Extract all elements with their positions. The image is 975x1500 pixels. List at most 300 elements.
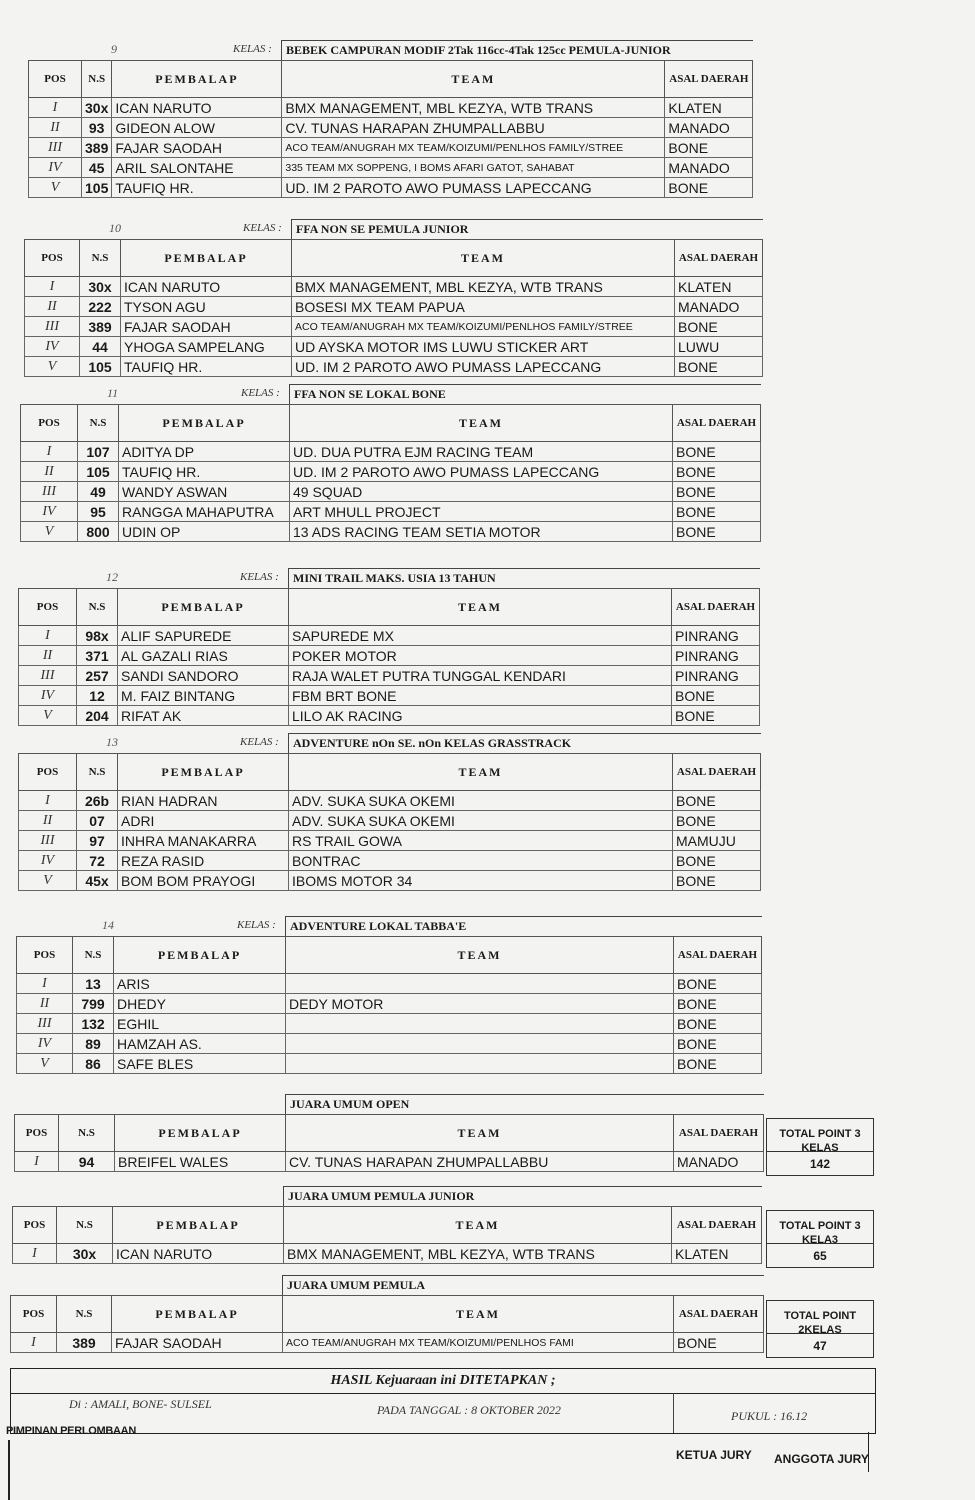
position-cell: II: [29, 118, 82, 138]
start-number-cell: 95: [78, 502, 119, 522]
class-number: 9: [111, 42, 117, 56]
team-cell: 335 TEAM MX SOPPENG, I BOMS AFARI GATOT, SAHABAT: [282, 158, 665, 178]
total-point-value: 142: [766, 1152, 874, 1176]
champion-heading: [10, 1275, 764, 1295]
start-number-cell: 07: [77, 811, 118, 831]
table-row: [21, 482, 761, 502]
kelas-label: KELAS :: [233, 43, 272, 55]
position-cell: I: [19, 791, 77, 811]
rider-name-cell: BOM BOM PRAYOGI: [118, 871, 289, 891]
header-row: [29, 61, 753, 98]
start-number-cell: 98x: [77, 626, 118, 646]
column-header-team: TEAM: [286, 937, 674, 974]
rider-name-cell: EGHIL: [114, 1014, 286, 1034]
kelas-label: KELAS :: [237, 919, 276, 931]
table-row: [29, 138, 753, 158]
rider-name-cell: BREIFEL WALES: [115, 1152, 286, 1172]
start-number-cell: 105: [80, 357, 121, 377]
class-number: 12: [106, 570, 118, 584]
champion-title: JUARA UMUM PEMULA: [282, 1275, 764, 1295]
column-header-asal-daerah: ASAL DAERAH: [673, 405, 761, 442]
team-cell: ART MHULL PROJECT: [290, 502, 673, 522]
team-cell: [286, 1014, 674, 1034]
class-name: FFA NON SE LOKAL BONE: [289, 384, 761, 404]
header-row: [19, 589, 760, 626]
class-result-section: [20, 384, 761, 542]
team-cell: ACO TEAM/ANUGRAH MX TEAM/KOIZUMI/PENLHOS FAMILY/STREE: [292, 317, 675, 337]
rider-name-cell: REZA RASID: [118, 851, 289, 871]
team-cell: SAPUREDE MX: [289, 626, 672, 646]
divider: [8, 1440, 10, 1500]
table-row: [21, 462, 761, 482]
results-table: [20, 404, 761, 542]
column-header-pembalap: PEMBALAP: [113, 1207, 284, 1244]
total-point-label: TOTAL POINT 2KELAS: [766, 1300, 874, 1334]
team-cell: ADV. SUKA SUKA OKEMI: [289, 811, 673, 831]
team-cell: RS TRAIL GOWA: [289, 831, 673, 851]
start-number-cell: 30x: [80, 277, 121, 297]
class-name: BEBEK CAMPURAN MODIF 2Tak 116cc-4Tak 125cc PEMULA-JUNIOR: [281, 40, 753, 60]
kelas-label: KELAS :: [240, 571, 279, 583]
position-cell: IV: [19, 851, 77, 871]
column-header-pembalap: PEMBALAP: [112, 1296, 283, 1333]
position-cell: IV: [25, 337, 80, 357]
rider-name-cell: UDIN OP: [119, 522, 290, 542]
table-row: [25, 277, 763, 297]
team-cell: UD. DUA PUTRA EJM RACING TEAM: [290, 442, 673, 462]
asal-daerah-cell: BONE: [673, 522, 761, 542]
class-result-section: [18, 568, 760, 726]
rider-name-cell: TYSON AGU: [121, 297, 292, 317]
date: PADA TANGGAL : 8 OKTOBER 2022: [377, 1403, 561, 1417]
asal-daerah-cell: BONE: [672, 686, 760, 706]
rider-name-cell: ADITYA DP: [119, 442, 290, 462]
position-cell: III: [25, 317, 80, 337]
column-header-asal-daerah: ASAL DAERAH: [665, 61, 753, 98]
total-point-value: 47: [766, 1334, 874, 1358]
class-name: FFA NON SE PEMULA JUNIOR: [291, 219, 763, 239]
asal-daerah-cell: BONE: [673, 851, 761, 871]
column-header-asal-daerah: ASAL DAERAH: [675, 240, 763, 277]
team-cell: BMX MANAGEMENT, MBL KEZYA, WTB TRANS: [292, 277, 675, 297]
position-cell: IV: [19, 686, 77, 706]
start-number-cell: 389: [57, 1333, 112, 1353]
table-row: [29, 98, 753, 118]
start-number-cell: 204: [77, 706, 118, 726]
location: Di : AMALI, BONE- SULSEL: [69, 1397, 212, 1411]
rider-name-cell: FAJAR SAODAH: [112, 1333, 283, 1353]
team-cell: BMX MANAGEMENT, MBL KEZYA, WTB TRANS: [282, 98, 665, 118]
start-number-cell: 222: [80, 297, 121, 317]
table-row: [17, 974, 762, 994]
position-cell: I: [25, 277, 80, 297]
start-number-cell: 389: [80, 317, 121, 337]
start-number-cell: 86: [73, 1054, 114, 1074]
position-cell: I: [11, 1333, 57, 1353]
class-number: 13: [106, 735, 118, 749]
team-cell: DEDY MOTOR: [286, 994, 674, 1014]
results-table: [28, 60, 753, 198]
column-header-ns: N.S: [80, 240, 121, 277]
position-cell: I: [21, 442, 78, 462]
start-number-cell: 44: [80, 337, 121, 357]
rider-name-cell: TAUFIQ HR.: [121, 357, 292, 377]
asal-daerah-cell: PINRANG: [672, 666, 760, 686]
table-row: [19, 851, 761, 871]
class-result-section: [24, 219, 763, 377]
column-header-ns: N.S: [82, 61, 112, 98]
start-number-cell: 257: [77, 666, 118, 686]
table-row: [25, 317, 763, 337]
start-number-cell: 800: [78, 522, 119, 542]
rider-name-cell: M. FAIZ BINTANG: [118, 686, 289, 706]
position-cell: V: [21, 522, 78, 542]
column-header-asal-daerah: ASAL DAERAH: [672, 1207, 762, 1244]
table-row: [17, 994, 762, 1014]
position-cell: V: [17, 1054, 73, 1074]
team-cell: RAJA WALET PUTRA TUNGGAL KENDARI: [289, 666, 672, 686]
column-header-pembalap: PEMBALAP: [118, 754, 289, 791]
champion-heading: [14, 1094, 764, 1114]
team-cell: UD. IM 2 PAROTO AWO PUMASS LAPECCANG: [290, 462, 673, 482]
asal-daerah-cell: BONE: [673, 502, 761, 522]
position-cell: V: [25, 357, 80, 377]
start-number-cell: 13: [73, 974, 114, 994]
header-row: [13, 1207, 762, 1244]
rider-name-cell: AL GAZALI RIAS: [118, 646, 289, 666]
team-cell: ADV. SUKA SUKA OKEMI: [289, 791, 673, 811]
class-number: 14: [102, 918, 114, 932]
rider-name-cell: INHRA MANAKARRA: [118, 831, 289, 851]
table-row: [19, 791, 761, 811]
champion-heading: [12, 1186, 762, 1206]
table-row: [29, 118, 753, 138]
column-header-pos: POS: [25, 240, 80, 277]
asal-daerah-cell: LUWU: [675, 337, 763, 357]
overall-champion-section: [12, 1186, 762, 1264]
rider-name-cell: WANDY ASWAN: [119, 482, 290, 502]
rider-name-cell: FAJAR SAODAH: [112, 138, 282, 158]
rider-name-cell: ALIF SAPUREDE: [118, 626, 289, 646]
start-number-cell: 93: [82, 118, 112, 138]
class-heading: [18, 568, 760, 588]
position-cell: V: [19, 706, 77, 726]
column-header-team: TEAM: [289, 754, 673, 791]
header-row: [21, 405, 761, 442]
position-cell: II: [19, 646, 77, 666]
start-number-cell: 105: [78, 462, 119, 482]
column-header-asal-daerah: ASAL DAERAH: [674, 1296, 764, 1333]
table-row: [25, 357, 763, 377]
column-header-pos: POS: [29, 61, 82, 98]
asal-daerah-cell: BONE: [674, 1014, 762, 1034]
team-cell: UD. IM 2 PAROTO AWO PUMASS LAPECCANG: [292, 357, 675, 377]
class-result-section: [18, 733, 761, 891]
class-heading: [20, 384, 761, 404]
start-number-cell: 30x: [57, 1244, 113, 1264]
results-table: [18, 588, 760, 726]
team-cell: BMX MANAGEMENT, MBL KEZYA, WTB TRANS: [284, 1244, 672, 1264]
table-row: [29, 178, 753, 198]
position-cell: III: [19, 666, 77, 686]
table-row: [17, 1034, 762, 1054]
class-heading: [24, 219, 763, 239]
start-number-cell: 26b: [77, 791, 118, 811]
column-header-team: TEAM: [284, 1207, 672, 1244]
hasil-statement: HASIL Kejuaraan ini DITETAPKAN ;: [330, 1373, 556, 1388]
start-number-cell: 107: [78, 442, 119, 462]
class-name: ADVENTURE LOKAL TABBA'E: [285, 916, 762, 936]
results-table: [12, 1206, 762, 1264]
header-row: [19, 754, 761, 791]
team-cell: FBM BRT BONE: [289, 686, 672, 706]
total-point-label: TOTAL POINT 3 KELAS: [766, 1118, 874, 1152]
results-table: [16, 936, 762, 1074]
start-number-cell: 45x: [77, 871, 118, 891]
position-cell: II: [19, 811, 77, 831]
column-header-ns: N.S: [77, 589, 118, 626]
table-row: [19, 646, 760, 666]
asal-daerah-cell: BONE: [674, 1333, 764, 1353]
rider-name-cell: ARIS: [114, 974, 286, 994]
column-header-team: TEAM: [286, 1115, 674, 1152]
column-header-pos: POS: [19, 589, 77, 626]
asal-daerah-cell: PINRANG: [672, 646, 760, 666]
pimpinan-label: PIMPINAN PERLOMBAAN: [6, 1425, 136, 1437]
table-row: [29, 158, 753, 178]
total-point-label: TOTAL POINT 3 KELA3: [766, 1210, 874, 1244]
asal-daerah-cell: BONE: [673, 811, 761, 831]
position-cell: V: [29, 178, 82, 198]
column-header-asal-daerah: ASAL DAERAH: [674, 1115, 764, 1152]
rider-name-cell: DHEDY: [114, 994, 286, 1014]
rider-name-cell: RIAN HADRAN: [118, 791, 289, 811]
column-header-ns: N.S: [73, 937, 114, 974]
overall-champion-section: [14, 1094, 764, 1172]
column-header-pembalap: PEMBALAP: [112, 61, 282, 98]
position-cell: II: [21, 462, 78, 482]
table-row: [19, 626, 760, 646]
asal-daerah-cell: BONE: [675, 357, 763, 377]
asal-daerah-cell: MANADO: [674, 1152, 764, 1172]
asal-daerah-cell: BONE: [674, 974, 762, 994]
column-header-pos: POS: [21, 405, 78, 442]
asal-daerah-cell: BONE: [674, 994, 762, 1014]
team-cell: [286, 1054, 674, 1074]
position-cell: IV: [21, 502, 78, 522]
results-table: [10, 1295, 764, 1353]
table-row: [13, 1244, 762, 1264]
start-number-cell: 97: [77, 831, 118, 851]
table-row: [17, 1014, 762, 1034]
class-heading: [28, 40, 753, 60]
time: PUKUL : 16.12: [731, 1409, 808, 1423]
column-header-pos: POS: [13, 1207, 57, 1244]
header-row: [17, 937, 762, 974]
class-heading: [18, 733, 761, 753]
team-cell: BOSESI MX TEAM PAPUA: [292, 297, 675, 317]
position-cell: III: [29, 138, 82, 158]
position-cell: V: [19, 871, 77, 891]
class-name: MINI TRAIL MAKS. USIA 13 TAHUN: [288, 568, 760, 588]
column-header-ns: N.S: [77, 754, 118, 791]
table-row: [11, 1333, 764, 1353]
column-header-pos: POS: [17, 937, 73, 974]
champion-title: JUARA UMUM PEMULA JUNIOR: [283, 1186, 762, 1206]
results-table: [24, 239, 763, 377]
team-cell: IBOMS MOTOR 34: [289, 871, 673, 891]
team-cell: 49 SQUAD: [290, 482, 673, 502]
position-cell: I: [13, 1244, 57, 1264]
asal-daerah-cell: BONE: [673, 791, 761, 811]
column-header-team: TEAM: [289, 589, 672, 626]
asal-daerah-cell: PINRANG: [672, 626, 760, 646]
kelas-label: KELAS :: [243, 222, 282, 234]
asal-daerah-cell: BONE: [673, 871, 761, 891]
table-row: [21, 502, 761, 522]
rider-name-cell: YHOGA SAMPELANG: [121, 337, 292, 357]
rider-name-cell: HAMZAH AS.: [114, 1034, 286, 1054]
column-header-pos: POS: [11, 1296, 57, 1333]
team-cell: UD. IM 2 PAROTO AWO PUMASS LAPECCANG: [282, 178, 665, 198]
team-cell: ACO TEAM/ANUGRAH MX TEAM/KOIZUMI/PENLHOS FAMI: [283, 1333, 674, 1353]
start-number-cell: 105: [82, 178, 112, 198]
position-cell: III: [21, 482, 78, 502]
column-header-pembalap: PEMBALAP: [119, 405, 290, 442]
footer-signature-area: [10, 1368, 876, 1434]
column-header-asal-daerah: ASAL DAERAH: [672, 589, 760, 626]
asal-daerah-cell: MANADO: [665, 158, 753, 178]
asal-daerah-cell: BONE: [674, 1054, 762, 1074]
class-result-section: [28, 40, 753, 198]
table-row: [19, 706, 760, 726]
column-header-ns: N.S: [78, 405, 119, 442]
start-number-cell: 799: [73, 994, 114, 1014]
position-cell: II: [17, 994, 73, 1014]
class-heading: [16, 916, 762, 936]
table-row: [19, 686, 760, 706]
column-header-team: TEAM: [282, 61, 665, 98]
asal-daerah-cell: BONE: [665, 178, 753, 198]
divider: [673, 1393, 674, 1433]
asal-daerah-cell: BONE: [673, 462, 761, 482]
class-result-section: [16, 916, 762, 1074]
rider-name-cell: ICAN NARUTO: [121, 277, 292, 297]
asal-daerah-cell: MANADO: [675, 297, 763, 317]
team-cell: BONTRAC: [289, 851, 673, 871]
rider-name-cell: GIDEON ALOW: [112, 118, 282, 138]
champion-title: JUARA UMUM OPEN: [285, 1094, 764, 1114]
column-header-pembalap: PEMBALAP: [115, 1115, 286, 1152]
start-number-cell: 89: [73, 1034, 114, 1054]
position-cell: I: [29, 98, 82, 118]
class-number: 10: [109, 221, 121, 235]
position-cell: IV: [29, 158, 82, 178]
rider-name-cell: ADRI: [118, 811, 289, 831]
position-cell: I: [15, 1152, 59, 1172]
header-row: [25, 240, 763, 277]
table-row: [19, 811, 761, 831]
asal-daerah-cell: MAMUJU: [673, 831, 761, 851]
asal-daerah-cell: BONE: [675, 317, 763, 337]
asal-daerah-cell: KLATEN: [675, 277, 763, 297]
table-row: [15, 1152, 764, 1172]
position-cell: III: [19, 831, 77, 851]
kelas-label: KELAS :: [241, 387, 280, 399]
rider-name-cell: SANDI SANDORO: [118, 666, 289, 686]
asal-daerah-cell: KLATEN: [665, 98, 753, 118]
start-number-cell: 30x: [82, 98, 112, 118]
start-number-cell: 389: [82, 138, 112, 158]
start-number-cell: 45: [82, 158, 112, 178]
team-cell: [286, 974, 674, 994]
position-cell: I: [17, 974, 73, 994]
table-row: [19, 831, 761, 851]
team-cell: CV. TUNAS HARAPAN ZHUMPALLABBU: [282, 118, 665, 138]
results-table: [18, 753, 761, 891]
results-table: [14, 1114, 764, 1172]
position-cell: IV: [17, 1034, 73, 1054]
team-cell: POKER MOTOR: [289, 646, 672, 666]
column-header-asal-daerah: ASAL DAERAH: [674, 937, 762, 974]
asal-daerah-cell: MANADO: [665, 118, 753, 138]
team-cell: 13 ADS RACING TEAM SETIA MOTOR: [290, 522, 673, 542]
class-name: ADVENTURE nOn SE. nOn KELAS GRASSTRACK: [288, 733, 761, 753]
rider-name-cell: TAUFIQ HR.: [112, 178, 282, 198]
asal-daerah-cell: BONE: [665, 138, 753, 158]
ketua-jury-label: KETUA JURY: [676, 1448, 752, 1462]
start-number-cell: 12: [77, 686, 118, 706]
overall-champion-section: [10, 1275, 764, 1353]
rider-name-cell: FAJAR SAODAH: [121, 317, 292, 337]
header-row: [15, 1115, 764, 1152]
asal-daerah-cell: BONE: [674, 1034, 762, 1054]
anggota-jury-label: ANGGOTA JURY: [774, 1452, 869, 1466]
kelas-label: KELAS :: [240, 736, 279, 748]
team-cell: CV. TUNAS HARAPAN ZHUMPALLABBU: [286, 1152, 674, 1172]
rider-name-cell: ICAN NARUTO: [112, 98, 282, 118]
column-header-ns: N.S: [57, 1296, 112, 1333]
table-row: [19, 666, 760, 686]
column-header-pembalap: PEMBALAP: [114, 937, 286, 974]
asal-daerah-cell: BONE: [672, 706, 760, 726]
table-row: [17, 1054, 762, 1074]
column-header-team: TEAM: [292, 240, 675, 277]
column-header-team: TEAM: [283, 1296, 674, 1333]
table-row: [25, 297, 763, 317]
table-row: [21, 522, 761, 542]
rider-name-cell: ARIL SALONTAHE: [112, 158, 282, 178]
column-header-ns: N.S: [57, 1207, 113, 1244]
asal-daerah-cell: BONE: [673, 482, 761, 502]
team-cell: LILO AK RACING: [289, 706, 672, 726]
team-cell: [286, 1034, 674, 1054]
column-header-asal-daerah: ASAL DAERAH: [673, 754, 761, 791]
position-cell: I: [19, 626, 77, 646]
asal-daerah-cell: KLATEN: [672, 1244, 762, 1264]
start-number-cell: 371: [77, 646, 118, 666]
column-header-pos: POS: [15, 1115, 59, 1152]
divider: [11, 1393, 875, 1394]
rider-name-cell: ICAN NARUTO: [113, 1244, 284, 1264]
team-cell: UD AYSKA MOTOR IMS LUWU STICKER ART: [292, 337, 675, 357]
column-header-pos: POS: [19, 754, 77, 791]
table-row: [21, 442, 761, 462]
team-cell: ACO TEAM/ANUGRAH MX TEAM/KOIZUMI/PENLHOS FAMILY/STREE: [282, 138, 665, 158]
start-number-cell: 132: [73, 1014, 114, 1034]
total-point-value: 65: [766, 1244, 874, 1268]
column-header-team: TEAM: [290, 405, 673, 442]
